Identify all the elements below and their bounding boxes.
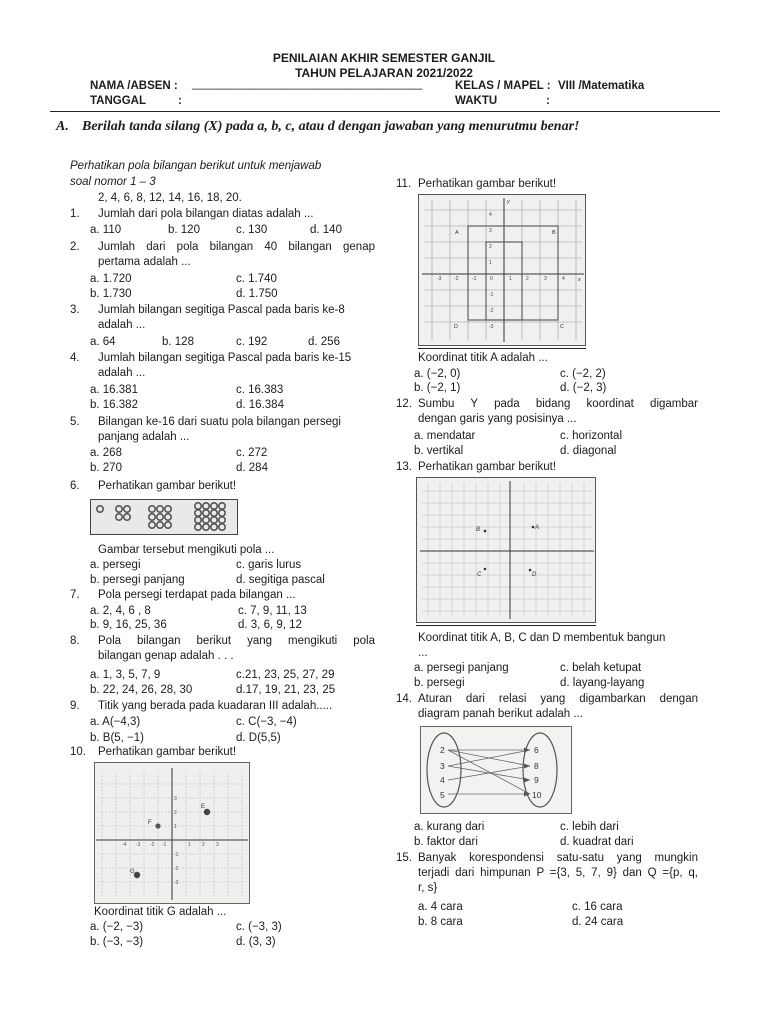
q14-right-10: 10 <box>532 790 542 800</box>
q13-text: Perhatikan gambar berikut! <box>418 461 557 473</box>
q4-option-b[interactable]: b. 16.382 <box>90 399 138 411</box>
svg-text:-3: -3 <box>174 880 179 886</box>
svg-text:-2: -2 <box>174 866 179 872</box>
name-label: NAMA /ABSEN : <box>90 80 178 92</box>
q2-option-c[interactable]: c. 1.740 <box>236 273 277 285</box>
svg-text:-1: -1 <box>174 852 179 858</box>
q8-option-d[interactable]: d.17, 19, 21, 23, 25 <box>236 684 336 696</box>
q10-number: 10. <box>70 746 86 758</box>
q13-caption-line2: ... <box>418 647 428 659</box>
svg-text:4: 4 <box>562 276 565 282</box>
q10-option-d[interactable]: d. (3, 3) <box>236 936 276 948</box>
q10-option-c[interactable]: c. (−3, 3) <box>236 921 282 933</box>
q4-option-c[interactable]: c. 16.383 <box>236 384 284 396</box>
svg-text:2: 2 <box>202 842 205 848</box>
q13-option-d[interactable]: d. layang-layang <box>560 677 645 689</box>
q10-coordinate-figure <box>94 762 250 904</box>
q11-label-y: y <box>507 199 510 205</box>
q9-option-b[interactable]: b. B(5, −1) <box>90 732 145 744</box>
q14-number: 14. <box>396 693 412 705</box>
svg-text:0: 0 <box>490 276 493 282</box>
q13-number: 13. <box>396 461 412 473</box>
q3-option-b[interactable]: b. 128 <box>162 336 194 348</box>
question-14 <box>396 692 698 722</box>
q12-option-b[interactable]: b. vertikal <box>414 445 464 457</box>
q6-option-a[interactable]: a. persegi <box>90 559 141 571</box>
intro-line2: soal nomor 1 – 3 <box>70 176 156 188</box>
q2-line1: Jumlah dari pola bilangan 40 bilangan genap <box>98 241 375 253</box>
q14-left-4: 4 <box>440 775 445 785</box>
q10-label-g: G <box>130 869 135 875</box>
q11-label-a: A <box>455 230 459 236</box>
q6-option-d[interactable]: d. segitiga pascal <box>236 574 325 586</box>
q10-caption: Koordinat titik G adalah ... <box>94 906 227 918</box>
q4-option-a[interactable]: a. 16.381 <box>90 384 138 396</box>
question-2 <box>70 240 375 270</box>
q14-right-8: 8 <box>534 761 539 771</box>
q15-line3: r, s} <box>418 882 438 894</box>
q10-option-a[interactable]: a. (−2, −3) <box>90 921 144 933</box>
svg-text:-3: -3 <box>136 842 141 848</box>
q14-left-3: 3 <box>440 761 445 771</box>
question-3 <box>70 303 375 333</box>
q2-option-b[interactable]: b. 1.730 <box>90 288 132 300</box>
q13-label-b: B <box>476 527 481 533</box>
question-9 <box>70 699 375 714</box>
q11-figure-underline <box>418 348 586 349</box>
waktu-colon: : <box>546 95 550 107</box>
q15-line2: terjadi dari himpunan P ={3, 5, 7, 9} dan Q ={p, q, <box>418 867 698 879</box>
q8-option-a[interactable]: a. 1, 3, 5, 7, 9 <box>90 669 161 681</box>
q1-option-a[interactable]: a. 110 <box>90 224 122 236</box>
svg-text:-2: -2 <box>454 276 459 282</box>
svg-text:2: 2 <box>174 810 177 816</box>
q5-option-c[interactable]: c. 272 <box>236 447 268 459</box>
q14-option-d[interactable]: d. kuadrat dari <box>560 836 634 848</box>
q9-option-d[interactable]: d. D(5,5) <box>236 732 281 744</box>
q15-option-c[interactable]: c. 16 cara <box>572 901 623 913</box>
name-blank: ____________________________________ <box>192 78 423 90</box>
q2-option-a[interactable]: a. 1.720 <box>90 273 132 285</box>
q15-option-a[interactable]: a. 4 cara <box>418 901 463 913</box>
section-letter: A. <box>56 119 69 134</box>
q11-option-a[interactable]: a. (−2, 0) <box>414 368 461 380</box>
q3-option-d[interactable]: d. 256 <box>308 336 340 348</box>
q1-option-b[interactable]: b. 120 <box>168 224 200 236</box>
question-11 <box>396 177 698 192</box>
q14-option-a[interactable]: a. kurang dari <box>414 821 485 833</box>
question-1 <box>70 207 375 222</box>
svg-text:3: 3 <box>544 276 547 282</box>
q14-right-6: 6 <box>534 745 539 755</box>
q14-left-2: 2 <box>440 745 445 755</box>
header-divider <box>50 111 720 112</box>
q13-option-b[interactable]: b. persegi <box>414 677 465 689</box>
q11-option-d[interactable]: d. (−2, 3) <box>560 382 607 394</box>
q3-option-c[interactable]: c. 192 <box>236 336 268 348</box>
q5-line1: Bilangan ke-16 dari suatu pola bilangan persegi <box>98 416 341 428</box>
q11-label-c: C <box>560 324 564 330</box>
q6-caption: Gambar tersebut mengikuti pola ... <box>98 544 275 556</box>
q15-option-b[interactable]: b. 8 cara <box>418 916 463 928</box>
q2-number: 2. <box>70 241 80 253</box>
svg-text:3: 3 <box>489 228 492 234</box>
q5-option-a[interactable]: a. 268 <box>90 447 122 459</box>
q9-text: Titik yang berada pada kuadaran III adalah..... <box>98 700 333 712</box>
exam-title: PENILAIAN AKHIR SEMESTER GANJIL <box>272 51 496 65</box>
question-6 <box>70 479 375 494</box>
question-12 <box>396 397 698 427</box>
q12-number: 12. <box>396 398 412 410</box>
q15-number: 15. <box>396 852 412 864</box>
q3-line2: adalah ... <box>98 319 146 331</box>
svg-text:-1: -1 <box>162 842 167 848</box>
q8-line1: Pola bilangan berikut yang mengikuti pola <box>98 635 375 647</box>
q2-line2: pertama adalah ... <box>98 256 191 268</box>
q10-option-b[interactable]: b. (−3, −3) <box>90 936 144 948</box>
q7-number: 7. <box>70 589 80 601</box>
svg-text:1: 1 <box>509 276 512 282</box>
q11-option-b[interactable]: b. (−2, 1) <box>414 382 461 394</box>
q4-line1: Jumlah bilangan segitiga Pascal pada baris ke-15 <box>98 352 352 364</box>
q6-text: Perhatikan gambar berikut! <box>98 480 237 492</box>
section-instruction: Berilah tanda silang (X) pada a, b, c, atau d dengan jawaban yang menurutmu benar! <box>82 119 580 134</box>
q15-line1: Banyak korespondensi satu-satu yang mungkin <box>418 852 698 864</box>
q11-text: Perhatikan gambar berikut! <box>418 178 557 190</box>
svg-text:-1: -1 <box>472 276 477 282</box>
q2-option-d[interactable]: d. 1.750 <box>236 288 278 300</box>
svg-text:-1: -1 <box>489 292 494 298</box>
q13-option-c[interactable]: c. belah ketupat <box>560 662 642 674</box>
q13-caption-line1: Koordinat titik A, B, C dan D membentuk bangun <box>418 632 666 644</box>
q12-line1: Sumbu Y pada bidang koordinat digambar <box>418 398 698 410</box>
question-4 <box>70 351 375 381</box>
q8-line2: bilangan genap adalah . . . <box>98 650 234 662</box>
svg-text:-2: -2 <box>489 308 494 314</box>
question-5 <box>70 415 375 445</box>
q13-option-a[interactable]: a. persegi panjang <box>414 662 509 674</box>
q5-option-d[interactable]: d. 284 <box>236 462 268 474</box>
q13-coordinate-figure <box>416 477 596 623</box>
q4-line2: adalah ... <box>98 367 146 379</box>
q1-text: Jumlah dari pola bilangan diatas adalah ... <box>98 208 314 220</box>
q7-option-a[interactable]: a. 2, 4, 6 , 8 <box>90 605 151 617</box>
q14-arrow-diagram <box>420 726 572 814</box>
q9-option-a[interactable]: a. A(−4,3) <box>90 716 141 728</box>
q6-circle-pattern-figure <box>90 499 238 535</box>
q7-option-b[interactable]: b. 9, 16, 25, 36 <box>90 619 167 631</box>
q7-option-d[interactable]: d. 3, 6, 9, 12 <box>238 619 302 631</box>
svg-text:1: 1 <box>174 824 177 830</box>
q9-option-c[interactable]: c. C(−3, −4) <box>236 716 297 728</box>
q12-option-a[interactable]: a. mendatar <box>414 430 476 442</box>
q5-option-b[interactable]: b. 270 <box>90 462 122 474</box>
svg-text:2: 2 <box>489 244 492 250</box>
q7-text: Pola persegi terdapat pada bilangan ... <box>98 589 296 601</box>
q1-number: 1. <box>70 208 80 220</box>
kelas-value: VIII /Matematika <box>558 80 645 92</box>
q5-number: 5. <box>70 416 80 428</box>
waktu-label: WAKTU <box>455 95 498 107</box>
q14-left-5: 5 <box>440 790 445 800</box>
q13-label-c: C <box>477 572 482 578</box>
q14-option-c[interactable]: c. lebih dari <box>560 821 619 833</box>
svg-text:3: 3 <box>216 842 219 848</box>
school-year: TAHUN PELAJARAN 2021/2022 <box>295 66 473 80</box>
q10-label-e: E <box>201 804 206 810</box>
q6-option-c[interactable]: c. garis lurus <box>236 559 302 571</box>
svg-text:-3: -3 <box>437 276 442 282</box>
q10-label-f: F <box>148 820 152 826</box>
q6-number: 6. <box>70 480 80 492</box>
question-10 <box>70 745 375 760</box>
q10-text: Perhatikan gambar berikut! <box>98 746 237 758</box>
q3-line1: Jumlah bilangan segitiga Pascal pada baris ke-8 <box>98 304 345 316</box>
svg-text:2: 2 <box>526 276 529 282</box>
intro-line1: Perhatikan pola bilangan berikut untuk menjawab <box>70 160 322 172</box>
q12-line2: dengan garis yang posisinya ... <box>418 413 577 425</box>
svg-text:1: 1 <box>188 842 191 848</box>
tanggal-label: TANGGAL <box>90 95 147 107</box>
q13-label-d: D <box>532 572 537 578</box>
question-13 <box>396 460 698 475</box>
q4-option-d[interactable]: d. 16.384 <box>236 399 284 411</box>
q11-option-c[interactable]: c. (−2, 2) <box>560 368 606 380</box>
kelas-label: KELAS / MAPEL : <box>455 80 551 92</box>
q6-option-b[interactable]: b. persegi panjang <box>90 574 185 586</box>
question-8 <box>70 634 375 664</box>
q14-right-9: 9 <box>534 775 539 785</box>
q11-label-b: B <box>552 230 556 236</box>
svg-text:-3: -3 <box>489 324 494 330</box>
q11-caption: Koordinat titik A adalah ... <box>418 352 548 364</box>
q5-line2: panjang adalah ... <box>98 431 190 443</box>
svg-text:-4: -4 <box>122 842 127 848</box>
svg-text:-2: -2 <box>150 842 155 848</box>
q11-label-x: x <box>578 277 581 283</box>
q14-line2: diagram panah berikut adalah ... <box>418 708 583 720</box>
intro-sequence: 2, 4, 6, 8, 12, 14, 16, 18, 20. <box>98 192 242 204</box>
q11-label-d: D <box>454 324 458 330</box>
q1-option-d[interactable]: d. 140 <box>310 224 342 236</box>
q3-number: 3. <box>70 304 80 316</box>
q14-option-b[interactable]: b. faktor dari <box>414 836 478 848</box>
q15-option-d[interactable]: d. 24 cara <box>572 916 624 928</box>
q8-number: 8. <box>70 635 80 647</box>
q12-option-d[interactable]: d. diagonal <box>560 445 617 457</box>
q14-line1: Aturan dari relasi yang digambarkan dengan <box>418 693 698 705</box>
q9-number: 9. <box>70 700 80 712</box>
q8-option-c[interactable]: c.21, 23, 25, 27, 29 <box>236 669 335 681</box>
q11-number: 11. <box>396 178 412 190</box>
q3-option-a[interactable]: a. 64 <box>90 336 116 348</box>
q8-option-b[interactable]: b. 22, 24, 26, 28, 30 <box>90 684 193 696</box>
question-15 <box>396 851 698 896</box>
svg-text:3: 3 <box>174 796 177 802</box>
q12-option-c[interactable]: c. horizontal <box>560 430 623 442</box>
q4-number: 4. <box>70 352 80 364</box>
q1-option-c[interactable]: c. 130 <box>236 224 268 236</box>
tanggal-colon: : <box>178 95 182 107</box>
q13-label-a: A <box>535 525 540 531</box>
q11-coordinate-figure <box>418 194 586 346</box>
svg-text:1: 1 <box>489 260 492 266</box>
q13-figure-underline <box>416 625 596 626</box>
svg-text:4: 4 <box>489 212 492 218</box>
q7-option-c[interactable]: c. 7, 9, 11, 13 <box>238 605 307 617</box>
question-7 <box>70 588 375 603</box>
